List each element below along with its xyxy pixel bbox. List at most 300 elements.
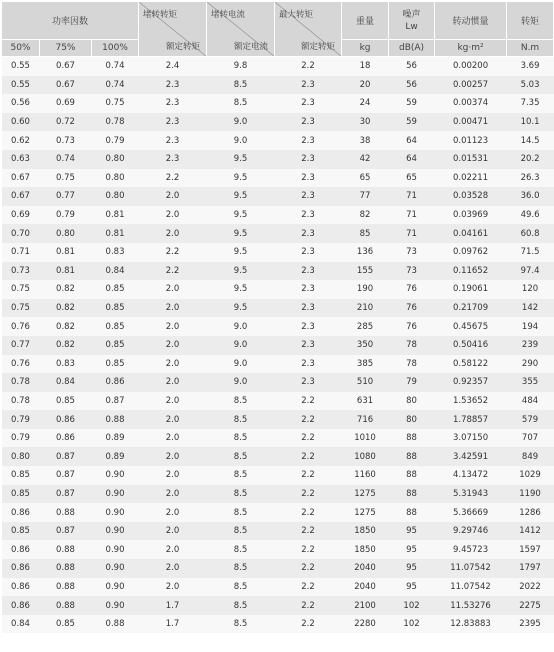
table-cell: 2.0 — [139, 355, 207, 374]
table-cell: 2.3 — [275, 280, 342, 299]
table-cell: 0.72 — [40, 113, 92, 132]
table-cell: 71 — [389, 224, 435, 243]
table-cell: 9.5 — [207, 280, 275, 299]
table-cell: 0.88 — [92, 410, 139, 429]
table-cell: 0.80 — [92, 150, 139, 169]
table-cell: 2.3 — [275, 169, 342, 188]
table-cell: 0.81 — [40, 262, 92, 281]
table-cell: 0.74 — [40, 150, 92, 169]
table-cell: 71.5 — [507, 243, 554, 262]
table-cell: 2.0 — [139, 447, 207, 466]
table-cell: 0.85 — [92, 317, 139, 336]
table-cell: 2.2 — [275, 466, 342, 485]
table-cell: 8.5 — [207, 559, 275, 578]
table-cell: 9.0 — [207, 355, 275, 374]
table-cell: 0.82 — [40, 336, 92, 355]
table-cell: 59 — [389, 113, 435, 132]
table-cell: 1.78857 — [435, 410, 507, 429]
table-cell: 2.3 — [275, 262, 342, 281]
table-cell: 2.3 — [275, 131, 342, 150]
table-cell: 2.0 — [139, 578, 207, 597]
table-cell: 2.3 — [275, 76, 342, 95]
table-cell: 88 — [389, 447, 435, 466]
table-cell: 2040 — [342, 578, 389, 597]
table-cell: 0.73 — [2, 262, 40, 281]
table-cell: 0.82 — [40, 280, 92, 299]
table-cell: 8.5 — [207, 615, 275, 634]
table-cell: 2.3 — [275, 187, 342, 206]
table-cell: 1850 — [342, 522, 389, 541]
table-cell: 9.5 — [207, 299, 275, 318]
table-cell: 0.90 — [92, 466, 139, 485]
table-cell: 14.5 — [507, 131, 554, 150]
table-cell: 9.0 — [207, 336, 275, 355]
table-cell: 155 — [342, 262, 389, 281]
table-cell: 8.5 — [207, 447, 275, 466]
table-cell: 2.0 — [139, 187, 207, 206]
table-cell: 5.03 — [507, 76, 554, 95]
table-cell: 2.2 — [275, 503, 342, 522]
table-cell: 0.85 — [40, 615, 92, 634]
table-cell: 11.07542 — [435, 559, 507, 578]
table-cell: 79 — [389, 373, 435, 392]
max-torque-label: 最大转矩 — [279, 10, 314, 20]
table-cell: 1275 — [342, 485, 389, 504]
table-cell: 0.87 — [40, 447, 92, 466]
table-cell: 0.86 — [40, 429, 92, 448]
table-cell: 2.2 — [275, 485, 342, 504]
table-cell: 1286 — [507, 503, 554, 522]
table-row — [2, 94, 554, 113]
table-cell: 8.5 — [207, 410, 275, 429]
table-cell: 88 — [389, 485, 435, 504]
table-cell: 1597 — [507, 540, 554, 559]
table-cell: 355 — [507, 373, 554, 392]
table-cell: 0.84 — [40, 373, 92, 392]
table-cell: 9.29746 — [435, 522, 507, 541]
table-cell: 0.75 — [2, 280, 40, 299]
table-cell: 71 — [389, 187, 435, 206]
table-cell: 2100 — [342, 596, 389, 615]
table-cell: 190 — [342, 280, 389, 299]
table-row — [2, 429, 554, 448]
table-cell: 0.85 — [92, 299, 139, 318]
table-cell: 2.3 — [275, 150, 342, 169]
table-cell: 0.81 — [92, 206, 139, 225]
stall-torque-ratio-header — [139, 2, 207, 57]
table-cell: 9.5 — [207, 206, 275, 225]
table-row — [2, 466, 554, 485]
table-cell: 73 — [389, 243, 435, 262]
table-cell: 3.42591 — [435, 447, 507, 466]
table-cell: 0.78 — [2, 392, 40, 411]
table-cell: 0.80 — [2, 447, 40, 466]
table-cell: 0.58122 — [435, 355, 507, 374]
table-cell: 2.2 — [275, 429, 342, 448]
table-cell: 0.67 — [40, 57, 92, 76]
table-cell: 2.3 — [275, 336, 342, 355]
table-cell: 20 — [342, 76, 389, 95]
table-cell: 0.11652 — [435, 262, 507, 281]
table-cell: 1029 — [507, 466, 554, 485]
table-cell: 0.87 — [40, 466, 92, 485]
table-row — [2, 447, 554, 466]
table-cell: 0.89 — [92, 429, 139, 448]
table-cell: 2.3 — [275, 299, 342, 318]
table-cell: 2.3 — [275, 206, 342, 225]
table-row — [2, 392, 554, 411]
table-cell: 8.5 — [207, 578, 275, 597]
table-row — [2, 373, 554, 392]
table-cell: 76 — [389, 280, 435, 299]
table-cell: 8.5 — [207, 466, 275, 485]
table-row — [2, 522, 554, 541]
table-cell: 1850 — [342, 540, 389, 559]
table-cell: 49.6 — [507, 206, 554, 225]
table-cell: 0.69 — [40, 94, 92, 113]
table-cell: 2.0 — [139, 317, 207, 336]
table-cell: 0.84 — [2, 615, 40, 634]
table-cell: 0.62 — [2, 131, 40, 150]
table-cell: 2.2 — [275, 392, 342, 411]
table-cell: 2.0 — [139, 540, 207, 559]
table-cell: 0.01531 — [435, 150, 507, 169]
table-cell: 0.90 — [92, 578, 139, 597]
table-cell: 0.86 — [2, 578, 40, 597]
table-cell: 73 — [389, 262, 435, 281]
table-cell: 2.2 — [139, 169, 207, 188]
table-cell: 1010 — [342, 429, 389, 448]
table-cell: 95 — [389, 559, 435, 578]
table-row — [2, 596, 554, 615]
table-cell: 9.5 — [207, 187, 275, 206]
table-cell: 0.00374 — [435, 94, 507, 113]
table-cell: 9.5 — [207, 224, 275, 243]
table-cell: 0.55 — [2, 57, 40, 76]
inertia-unit: kg·m² — [435, 40, 507, 57]
table-cell: 0.81 — [92, 224, 139, 243]
table-cell: 0.01123 — [435, 131, 507, 150]
table-cell: 2040 — [342, 559, 389, 578]
table-cell: 0.87 — [40, 485, 92, 504]
table-cell: 0.85 — [92, 355, 139, 374]
table-cell: 0.67 — [2, 169, 40, 188]
table-cell: 5.31943 — [435, 485, 507, 504]
table-row — [2, 150, 554, 169]
table-cell: 0.75 — [40, 169, 92, 188]
table-cell: 0.63 — [2, 150, 40, 169]
table-cell: 0.86 — [2, 559, 40, 578]
table-cell: 0.80 — [92, 187, 139, 206]
table-cell: 0.85 — [92, 336, 139, 355]
table-row — [2, 224, 554, 243]
noise-unit: dB(A) — [389, 40, 435, 57]
table-cell: 1.7 — [139, 615, 207, 634]
table-cell: 120 — [507, 280, 554, 299]
table-cell: 2.0 — [139, 485, 207, 504]
table-cell: 2.4 — [139, 57, 207, 76]
table-cell: 60.8 — [507, 224, 554, 243]
table-cell: 36.0 — [507, 187, 554, 206]
table-cell: 26.3 — [507, 169, 554, 188]
table-cell: 142 — [507, 299, 554, 318]
table-row — [2, 113, 554, 132]
table-cell: 0.19061 — [435, 280, 507, 299]
table-cell: 1797 — [507, 559, 554, 578]
table-row — [2, 131, 554, 150]
pf-75-header: 75% — [40, 40, 92, 57]
table-cell: 8.5 — [207, 392, 275, 411]
table-cell: 510 — [342, 373, 389, 392]
table-cell: 8.5 — [207, 596, 275, 615]
table-cell: 0.90 — [92, 522, 139, 541]
table-cell: 579 — [507, 410, 554, 429]
table-cell: 136 — [342, 243, 389, 262]
pf-100-header: 100% — [92, 40, 139, 57]
inertia-header: 转动惯量 — [435, 2, 507, 40]
table-header — [2, 2, 554, 57]
table-row — [2, 299, 554, 318]
table-cell: 9.0 — [207, 373, 275, 392]
table-cell: 0.87 — [40, 522, 92, 541]
table-cell: 0.81 — [40, 243, 92, 262]
stall-current-label: 堵转电流 — [211, 10, 246, 20]
table-cell: 11.53276 — [435, 596, 507, 615]
table-cell: 18 — [342, 57, 389, 76]
table-cell: 9.5 — [207, 150, 275, 169]
table-cell: 2.0 — [139, 503, 207, 522]
table-cell: 0.75 — [92, 94, 139, 113]
table-cell: 0.60 — [2, 113, 40, 132]
table-cell: 0.79 — [2, 410, 40, 429]
table-cell: 0.92357 — [435, 373, 507, 392]
table-cell: 80 — [389, 392, 435, 411]
noise-lw-label: Lw — [405, 21, 418, 32]
table-cell: 2.0 — [139, 299, 207, 318]
torque-header: 转矩 — [507, 2, 554, 40]
table-cell: 0.73 — [40, 131, 92, 150]
table-cell: 0.86 — [2, 596, 40, 615]
table-cell: 0.88 — [40, 596, 92, 615]
table-row — [2, 187, 554, 206]
table-cell: 2.2 — [139, 243, 207, 262]
table-cell: 0.89 — [92, 447, 139, 466]
table-cell: 2.2 — [275, 447, 342, 466]
table-cell: 9.45723 — [435, 540, 507, 559]
power-factor-header: 功率因数 — [2, 2, 139, 40]
table-cell: 1275 — [342, 503, 389, 522]
table-cell: 0.88 — [92, 615, 139, 634]
table-cell: 290 — [507, 355, 554, 374]
table-cell: 716 — [342, 410, 389, 429]
table-cell: 1160 — [342, 466, 389, 485]
table-cell: 484 — [507, 392, 554, 411]
table-cell: 631 — [342, 392, 389, 411]
table-cell: 0.78 — [2, 373, 40, 392]
table-row — [2, 262, 554, 281]
table-cell: 0.03528 — [435, 187, 507, 206]
table-cell: 78 — [389, 355, 435, 374]
table-cell: 95 — [389, 522, 435, 541]
table-row — [2, 169, 554, 188]
table-cell: 2.0 — [139, 336, 207, 355]
table-cell: 385 — [342, 355, 389, 374]
table-cell: 102 — [389, 615, 435, 634]
noise-label: 噪声 — [402, 9, 421, 20]
table-row — [2, 317, 554, 336]
table-cell: 8.5 — [207, 485, 275, 504]
table-cell: 0.70 — [2, 224, 40, 243]
table-cell: 2.3 — [275, 113, 342, 132]
table-cell: 0.88 — [40, 503, 92, 522]
table-cell: 0.86 — [2, 540, 40, 559]
table-cell: 4.13472 — [435, 466, 507, 485]
table-cell: 0.76 — [2, 355, 40, 374]
table-cell: 0.86 — [2, 503, 40, 522]
table-cell: 0.88 — [40, 559, 92, 578]
table-cell: 2.0 — [139, 559, 207, 578]
table-cell: 9.5 — [207, 243, 275, 262]
table-cell: 0.85 — [40, 392, 92, 411]
table-row — [2, 615, 554, 634]
table-cell: 0.90 — [92, 596, 139, 615]
table-cell: 0.79 — [92, 131, 139, 150]
table-row — [2, 355, 554, 374]
table-cell: 0.90 — [92, 503, 139, 522]
table-cell: 2.3 — [139, 150, 207, 169]
table-cell: 1.53652 — [435, 392, 507, 411]
table-cell: 76 — [389, 299, 435, 318]
table-cell: 82 — [342, 206, 389, 225]
table-cell: 0.84 — [92, 262, 139, 281]
table-cell: 0.79 — [2, 429, 40, 448]
table-row — [2, 578, 554, 597]
motor-spec-table — [1, 1, 554, 633]
table-cell: 0.00200 — [435, 57, 507, 76]
table-cell: 0.71 — [2, 243, 40, 262]
table-cell: 0.76 — [2, 317, 40, 336]
table-cell: 2.3 — [139, 76, 207, 95]
rated-torque-label: 额定转矩 — [166, 42, 201, 52]
table-cell: 88 — [389, 466, 435, 485]
table-cell: 20.2 — [507, 150, 554, 169]
table-cell: 8.5 — [207, 540, 275, 559]
table-cell: 7.35 — [507, 94, 554, 113]
table-cell: 71 — [389, 206, 435, 225]
table-cell: 2.3 — [139, 94, 207, 113]
table-cell: 0.78 — [92, 113, 139, 132]
table-cell: 1080 — [342, 447, 389, 466]
table-cell: 2280 — [342, 615, 389, 634]
table-cell: 3.07150 — [435, 429, 507, 448]
table-cell: 0.82 — [40, 317, 92, 336]
table-row — [2, 559, 554, 578]
table-cell: 0.83 — [40, 355, 92, 374]
table-cell: 8.5 — [207, 522, 275, 541]
table-cell: 9.8 — [207, 57, 275, 76]
table-cell: 849 — [507, 447, 554, 466]
table-cell: 2.2 — [275, 540, 342, 559]
table-cell: 8.5 — [207, 503, 275, 522]
table-cell: 0.85 — [2, 522, 40, 541]
table-cell: 0.45675 — [435, 317, 507, 336]
table-cell: 2275 — [507, 596, 554, 615]
table-cell: 9.0 — [207, 113, 275, 132]
table-cell: 0.55 — [2, 76, 40, 95]
table-cell: 85 — [342, 224, 389, 243]
table-cell: 10.1 — [507, 113, 554, 132]
table-cell: 0.85 — [92, 280, 139, 299]
table-cell: 11.07542 — [435, 578, 507, 597]
table-row — [2, 503, 554, 522]
table-cell: 2.0 — [139, 466, 207, 485]
table-cell: 2022 — [507, 578, 554, 597]
table-cell: 0.77 — [40, 187, 92, 206]
table-body — [2, 57, 554, 634]
table-cell: 0.67 — [2, 187, 40, 206]
table-cell: 0.21709 — [435, 299, 507, 318]
table-cell: 3.69 — [507, 57, 554, 76]
table-cell: 88 — [389, 429, 435, 448]
table-cell: 0.77 — [2, 336, 40, 355]
table-cell: 76 — [389, 317, 435, 336]
table-cell: 0.75 — [2, 299, 40, 318]
table-cell: 95 — [389, 540, 435, 559]
table-cell: 1.7 — [139, 596, 207, 615]
table-cell: 9.0 — [207, 317, 275, 336]
table-cell: 2.2 — [275, 559, 342, 578]
table-cell: 2.0 — [139, 522, 207, 541]
table-cell: 9.5 — [207, 262, 275, 281]
table-row — [2, 243, 554, 262]
table-cell: 210 — [342, 299, 389, 318]
table-cell: 0.90 — [92, 559, 139, 578]
table-cell: 2.0 — [139, 224, 207, 243]
table-cell: 2.3 — [275, 224, 342, 243]
table-cell: 2.2 — [275, 410, 342, 429]
table-cell: 0.80 — [40, 224, 92, 243]
table-cell: 2.3 — [275, 355, 342, 374]
table-cell: 2.3 — [139, 113, 207, 132]
table-cell: 0.03969 — [435, 206, 507, 225]
table-cell: 239 — [507, 336, 554, 355]
table-cell: 65 — [389, 169, 435, 188]
table-cell: 0.00471 — [435, 113, 507, 132]
table-cell: 2.0 — [139, 429, 207, 448]
table-cell: 2.0 — [139, 280, 207, 299]
table-cell: 0.56 — [2, 94, 40, 113]
table-row — [2, 336, 554, 355]
table-cell: 0.79 — [40, 206, 92, 225]
table-cell: 2.3 — [275, 243, 342, 262]
table-row — [2, 206, 554, 225]
table-cell: 59 — [389, 94, 435, 113]
table-cell: 2.3 — [275, 94, 342, 113]
table-cell: 350 — [342, 336, 389, 355]
table-cell: 8.5 — [207, 429, 275, 448]
table-cell: 2.2 — [275, 578, 342, 597]
table-cell: 56 — [389, 76, 435, 95]
table-cell: 97.4 — [507, 262, 554, 281]
table-cell: 8.5 — [207, 94, 275, 113]
table-cell: 12.83883 — [435, 615, 507, 634]
table-cell: 102 — [389, 596, 435, 615]
table-cell: 0.00257 — [435, 76, 507, 95]
table-row — [2, 76, 554, 95]
table-cell: 2.3 — [275, 373, 342, 392]
table-cell: 42 — [342, 150, 389, 169]
torque-unit: N.m — [507, 40, 554, 57]
